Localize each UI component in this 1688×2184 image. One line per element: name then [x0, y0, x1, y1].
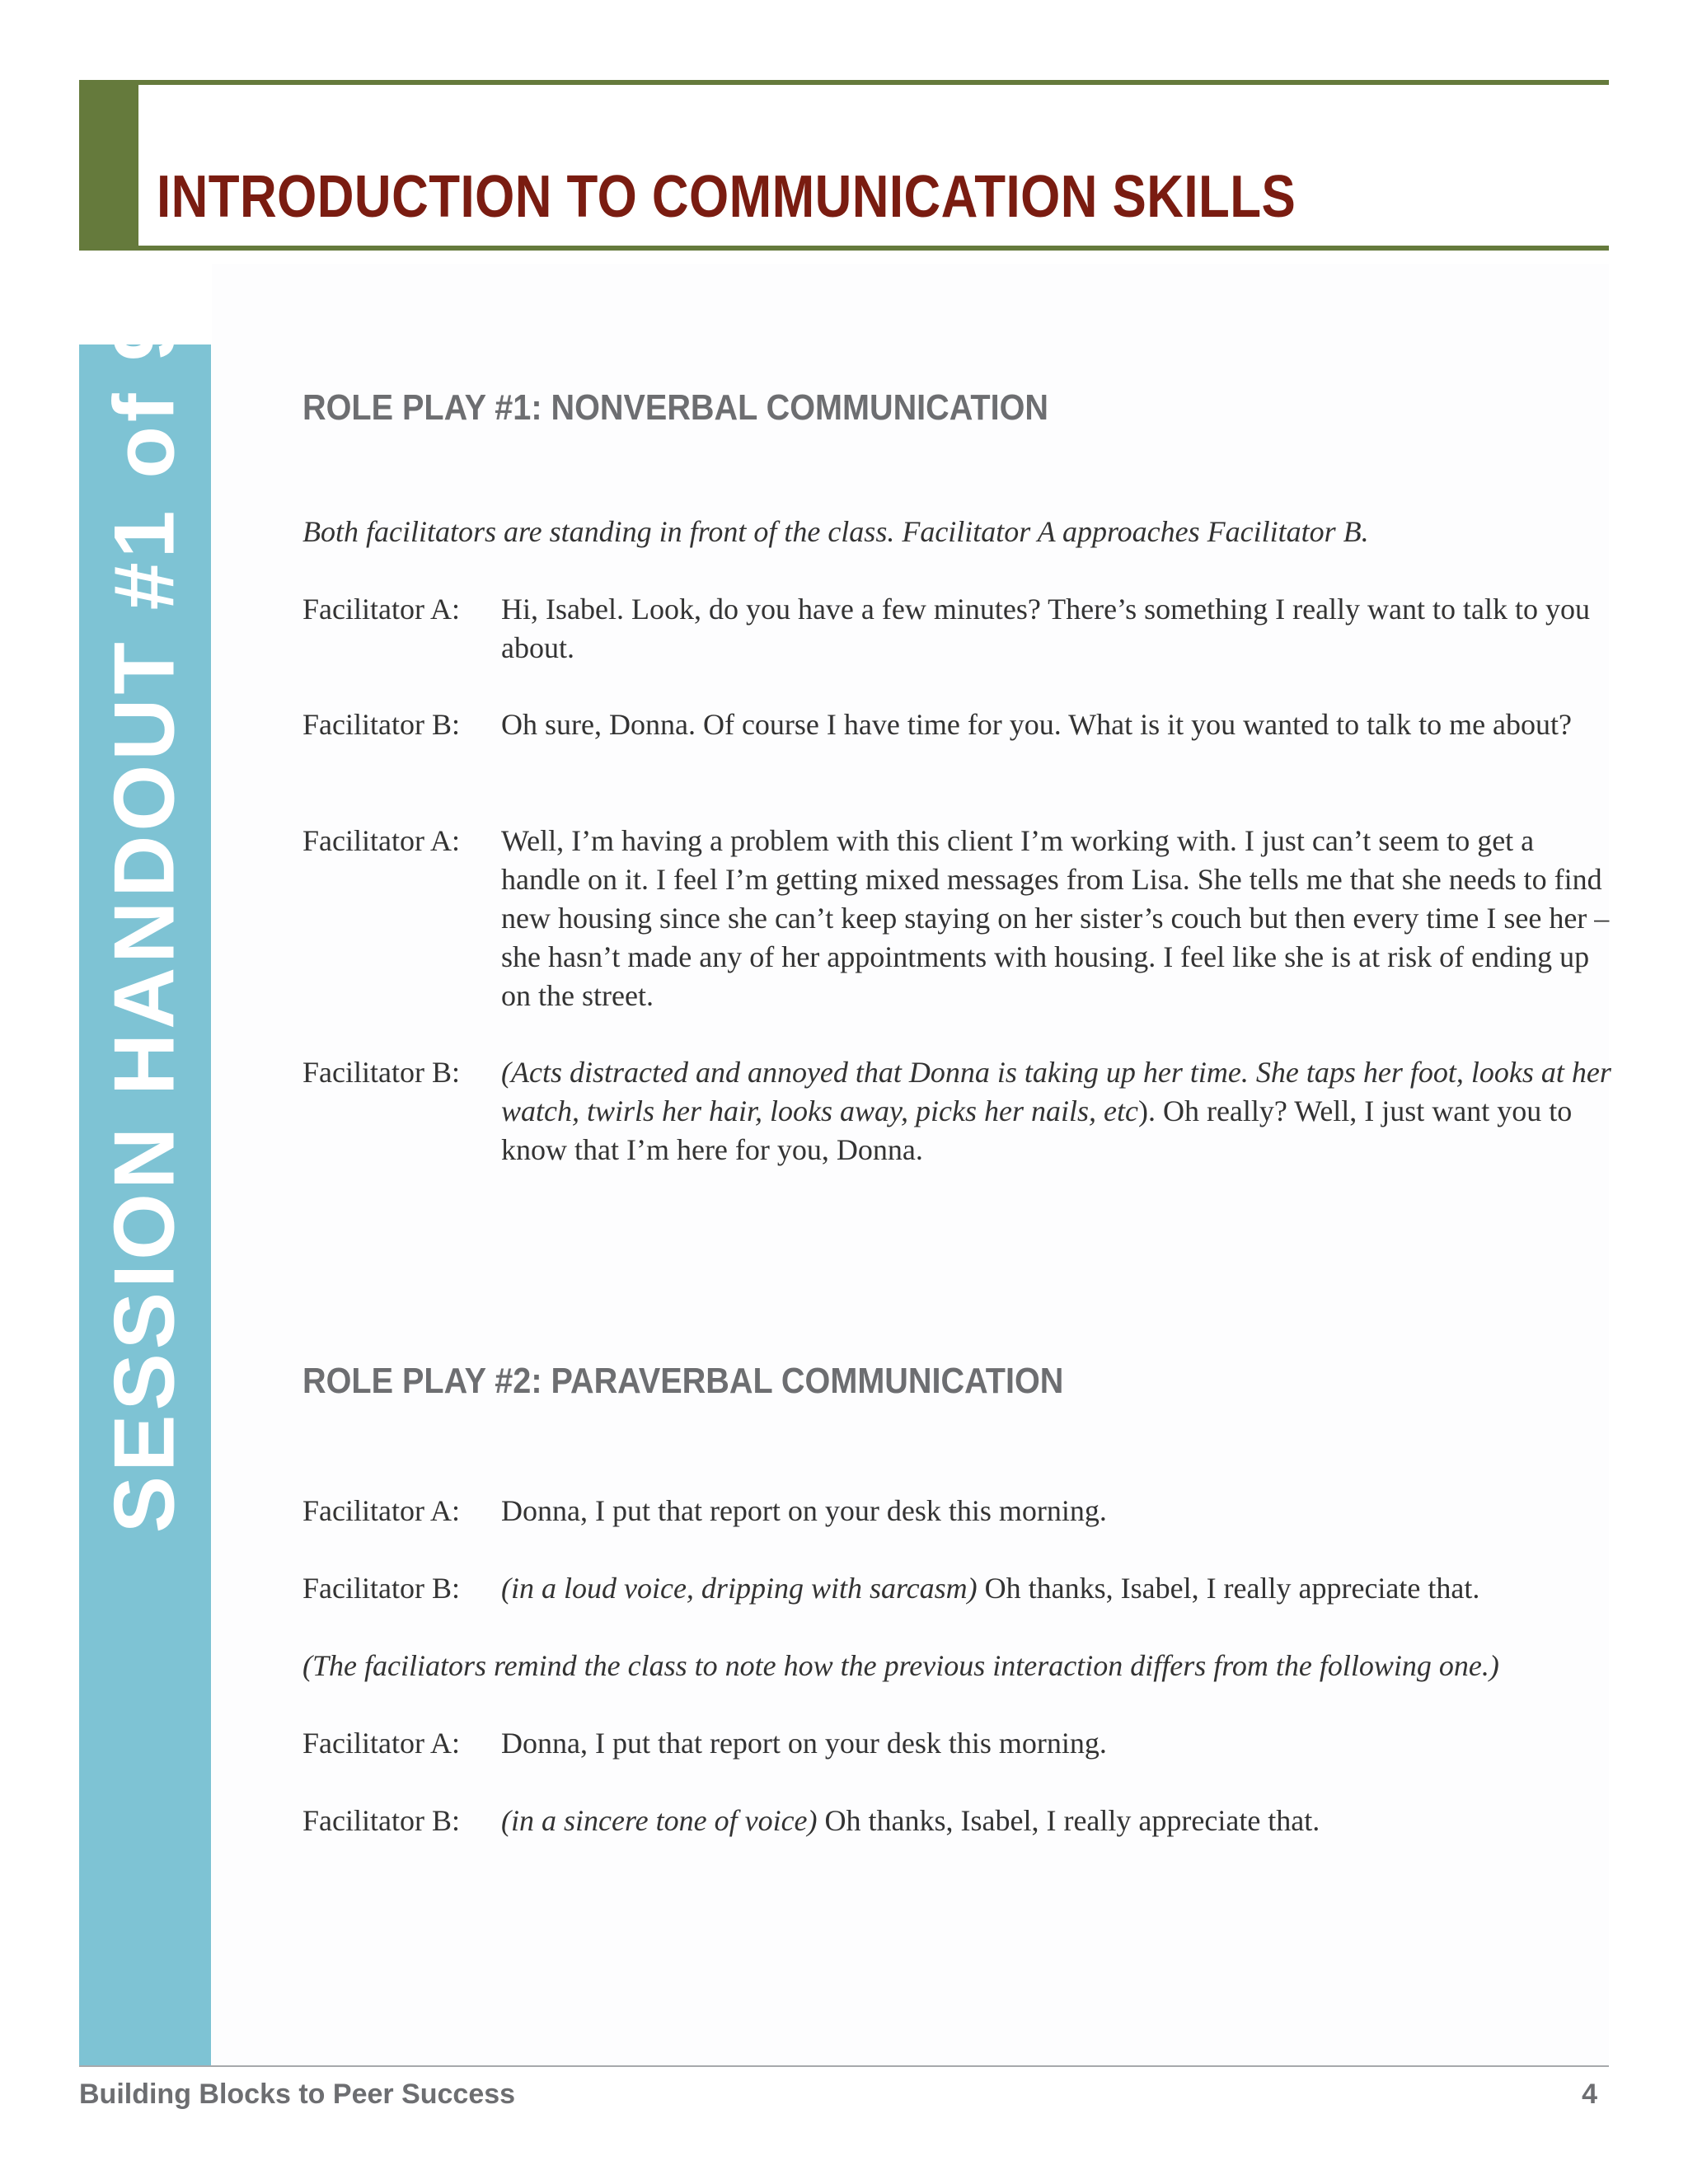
session-handout-label: SESSION HANDOUT #1 of 9 [96, 309, 193, 1534]
stage-direction: (in a sincere tone of voice) [501, 1804, 818, 1837]
dialogue-text [501, 1802, 1613, 1840]
dialogue-text: Well, I’m having a problem with this client I’m working with. I just can’t seem to get a handle on it. I feel I’m getting mixed messages from Lisa. She tells me that she needs to find new housing since she can’t keep staying on her sister’s couch but then every time I see her – she hasn’t made any of her appointments with housing. I feel like she is at risk of ending up on the street. [501, 824, 1610, 1012]
role-play-1-heading: ROLE PLAY #1: NONVERBAL COMMUNICATION [302, 387, 1049, 428]
dialogue-entry [302, 822, 1613, 1015]
role-play-1-stage-direction: Both facilitators are standing in front of the class. Facilitator A approaches Facilitator B. [302, 515, 1369, 548]
dialogue-entry [302, 1492, 1613, 1530]
speaker-label: Facilitator B: [302, 1056, 460, 1089]
dialogue-text: Hi, Isabel. Look, do you have a few minutes? There’s something I really want to talk to you about. [501, 593, 1591, 664]
dialogue-entry [302, 1053, 1613, 1169]
dialogue-text [501, 1569, 1613, 1608]
speaker-label: Facilitator B: [302, 1804, 460, 1837]
header-accent-bar [79, 80, 138, 251]
speaker-label: Facilitator B: [302, 708, 460, 741]
speaker-label: Facilitator B: [302, 1572, 460, 1605]
facilitator-note: (The faciliators remind the class to note how the previous interaction differs from the following one.) [302, 1649, 1499, 1682]
dialogue-text: Oh sure, Donna. Of course I have time for you. What is it you wanted to talk to me about? [501, 708, 1573, 741]
page-title: INTRODUCTION TO COMMUNICATION SKILLS [157, 164, 1296, 230]
speaker-label: Facilitator A: [302, 824, 460, 857]
dialogue-entry [302, 1802, 1613, 1840]
dialogue-text: Donna, I put that report on your desk this morning. [501, 1494, 1107, 1527]
footer-divider [79, 2065, 1609, 2067]
dialogue-entry [302, 705, 1613, 744]
spoken-text: Oh thanks, Isabel, I really appreciate that. [817, 1804, 1320, 1837]
stage-direction: (in a loud voice, dripping with sarcasm) [501, 1572, 978, 1605]
spoken-text: Oh thanks, Isabel, I really appreciate that. [977, 1572, 1480, 1605]
speaker-label: Facilitator A: [302, 593, 460, 626]
page-number: 4 [1582, 2079, 1597, 2110]
footer-title: Building Blocks to Peer Success [79, 2079, 516, 2110]
dialogue-text [501, 1053, 1613, 1169]
dialogue-entry [302, 590, 1613, 668]
stage-direction: (Acts distracted and annoyed that Donna is taking up her time. She taps her foot, looks at her watch, twirls her hair, looks away, picks her nails, etc [501, 1056, 1611, 1127]
speaker-label: Facilitator A: [302, 1727, 460, 1760]
speaker-label: Facilitator A: [302, 1494, 460, 1527]
role-play-2-heading: ROLE PLAY #2: PARAVERBAL COMMUNICATION [302, 1361, 1064, 1401]
dialogue-text: Donna, I put that report on your desk this morning. [501, 1727, 1107, 1760]
dialogue-entry [302, 1724, 1613, 1763]
dialogue-entry [302, 1569, 1613, 1608]
spoken-text: ). Oh really? Well, I just want you to know that I’m here for you, Donna. [501, 1094, 1573, 1166]
